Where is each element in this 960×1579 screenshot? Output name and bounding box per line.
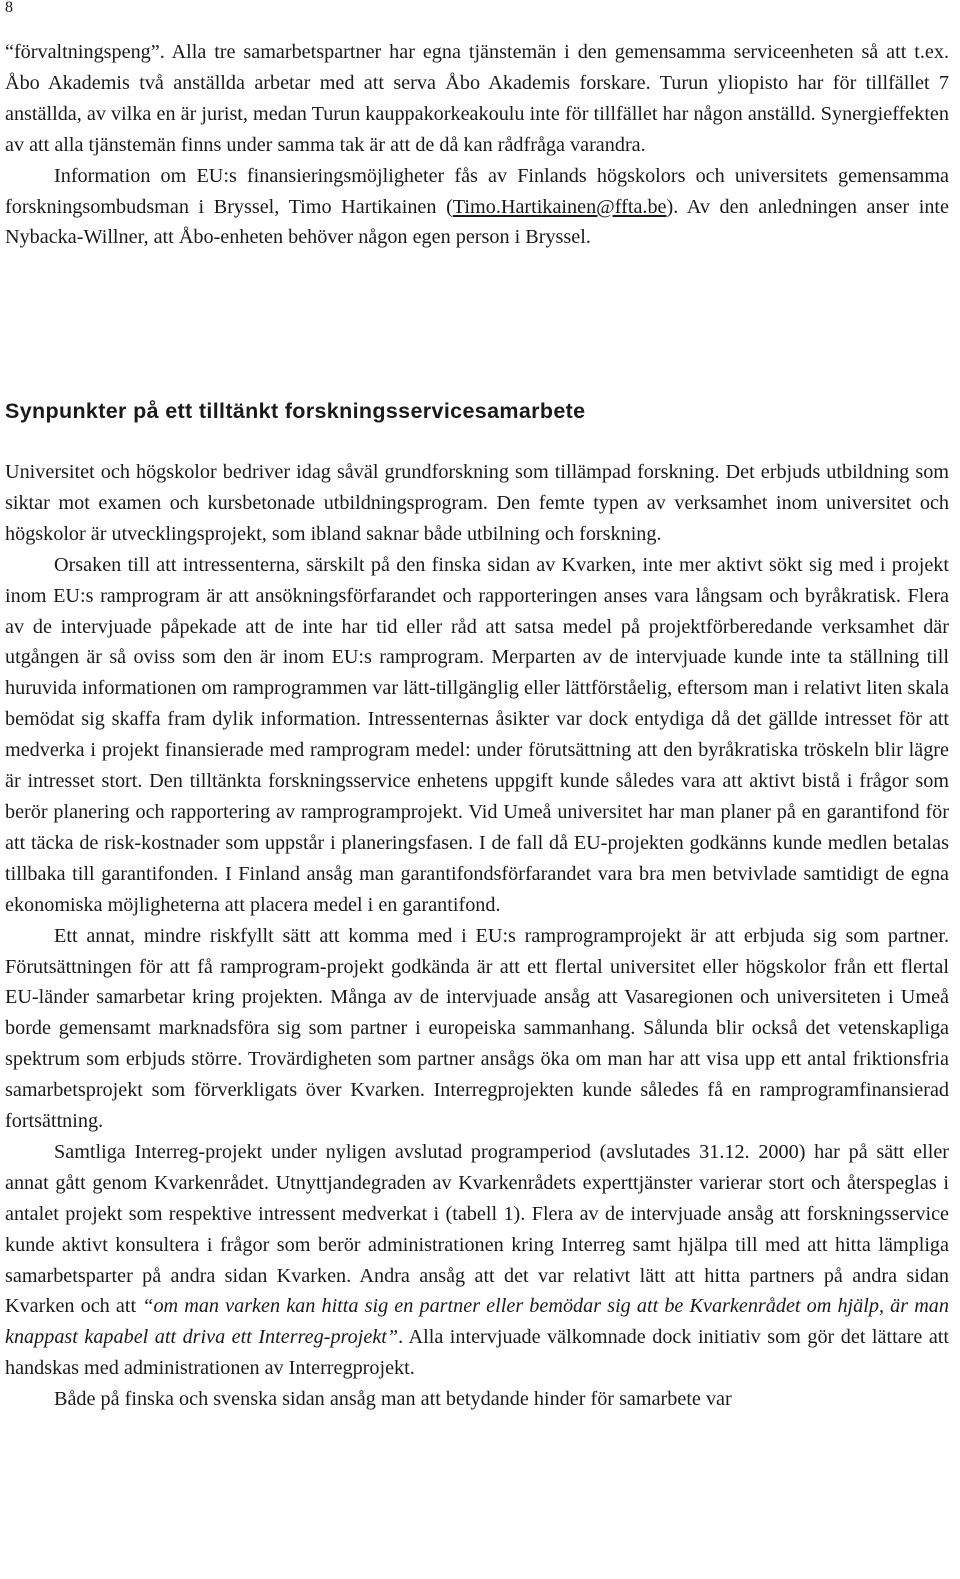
paragraph-text: Samtliga Interreg-projekt under nyligen avslutad programperiod (avslutades 31.12. 2000) har på sätt eller annat gått genom Kvarkenrådet. Utnyttjandegraden av Kvarkenrådets experttjänster varierar stort och återspeglas i antalet projekt som respektive intressent medverkat i (tabell 1). Flera av de intervjuade ansåg att forskningsservice kunde aktivt konsultera i frågor som berör administrationen kring Interreg samt hjälpa till med att hitta lämpliga samarbetsparter på andra sidan Kvarken. Andra ansåg att det var relativt lätt att hitta partners på andra sidan Kvarken och att <box>5 1140 949 1318</box>
section-body <box>5 457 949 1415</box>
email-link[interactable]: Timo.Hartikainen@ffta.be <box>452 195 667 218</box>
paragraph-text: . Alla intervjuade välkomnade dock initiativ som gör det lättare att handskas med administrationen av Interregprojekt. <box>5 1326 950 1380</box>
quote: “om man varken kan hitta sig en partner eller bemödar sig att be Kvarkenrådet om hjälp, är man knappast kapabel att driva ett Interreg-projekt” <box>5 1295 949 1349</box>
paragraph-ramprogram-reasons: Orsaken till att intressenterna, särskilt på den finska sidan av Kvarken, inte mer aktivt sökt sig med i projekt inom EU:s ramprogram är att ansökningsförfarandet och rapporteringen anses vara långsam och byråkratisk. Flera av de intervjuade påpekade att de inte har tid eller råd att satsa medel på projektförberedande verksamhet där utgången är så oviss som den är inom EU:s ramprogram. Merparten av de intervjuade kunde inte ta ställning till huruvida informationen om ramprogrammen var lätt-tillgänglig eller lättförståelig, eftersom man i relativt liten skala bemödat sig skaffa fram dylik information. Intressenternas åsikter var dock entydiga då det gällde intresset för att medverka i projekt finansierade med ramprogram medel: under förutsättning att den byråkratiska tröskeln blir lägre är intresset stort. Den tilltänkta forskningsservice enhetens uppgift kunde således vara att aktivt bistå i frågor som berör planering och rapportering av ramprogramprojekt. Vid Umeå universitet har man planer på en garantifond för att täcka de risk-kostnader som uppstår i planeringsfasen. I de fall då EU-projekten godkänns kunde medlen betalas tillbaka till garantifonden. I Finland ansåg man garantifondsförfarandet vara bra men betvivlade samtidigt de egna ekonomiska möjligheterna att placera medel i en garantifond. <box>5 553 949 916</box>
section-heading: Synpunkter på ett tilltänkt forskningsservicesamarbete <box>5 399 586 423</box>
paragraph-interreg-projects <box>5 1137 949 1384</box>
paragraph-forvaltningspeng: “förvaltningspeng”. Alla tre samarbetspartner har egna tjänstemän i den gemensamma serviceenheten så att t.ex. Åbo Akademis två anställda arbetar med att serva Åbo Akademis forskare. Turun yliopisto har för tillfället 7 anställda, av vilka en är jurist, medan Turun kauppakorkeakoulu inte för tillfället har någon anställd. Synergieffekten av att alla tjänstemän finns under samma tak är att de då kan rådfråga varandra. <box>5 41 949 156</box>
intro-section <box>5 37 949 253</box>
page-number: 8 <box>5 0 13 16</box>
paragraph-research-types: Universitet och högskolor bedriver idag såväl grundforskning som tillämpad forskning. Det erbjuds utbildning som siktar mot examen och kursbetonade utbildningsprogram. Den femte typen av verksamhet inom universitet och högskolor är utvecklingsprojekt, som ibland saknar både utbilning och forskning. <box>5 461 949 545</box>
paragraph-eu-information <box>5 161 949 254</box>
paragraph-partner-option: Ett annat, mindre riskfyllt sätt att komma med i EU:s ramprogramprojekt är att erbjuda sig som partner. Förutsättningen för att få ramprogram-projekt godkända är att ett flertal universitet eller högskolor från ett flertal EU-länder samarbetar kring projekten. Många av de intervjuade ansåg att Vasaregionen och universiteten i Umeå borde gemensamt marknadsföra sig som partner i europeiska sammanhang. Sålunda blir också det vetenskapliga spektrum som erbjuds större. Trovärdigheten som partner ansågs öka om man har att visa upp ett antal friktionsfria samarbetsprojekt som förverkligats över Kvarken. Interregprojekten kunde således få en ramprogramfinansierad fortsättning. <box>5 924 949 1133</box>
paragraph-obstacles: Både på finska och svenska sidan ansåg man att betydande hinder för samarbete var <box>54 1388 732 1411</box>
paragraph-text: Information om EU:s finansieringsmöjligheter fås av Finlands högskolors och universitets gemensamma forskningsombudsman i Bryssel, Timo Hartikainen ( <box>5 164 949 218</box>
paragraph-text: ). Av den anledningen anser inte Nybacka-Willner, att Åbo-enheten behöver någon egen person i Bryssel. <box>5 195 949 249</box>
